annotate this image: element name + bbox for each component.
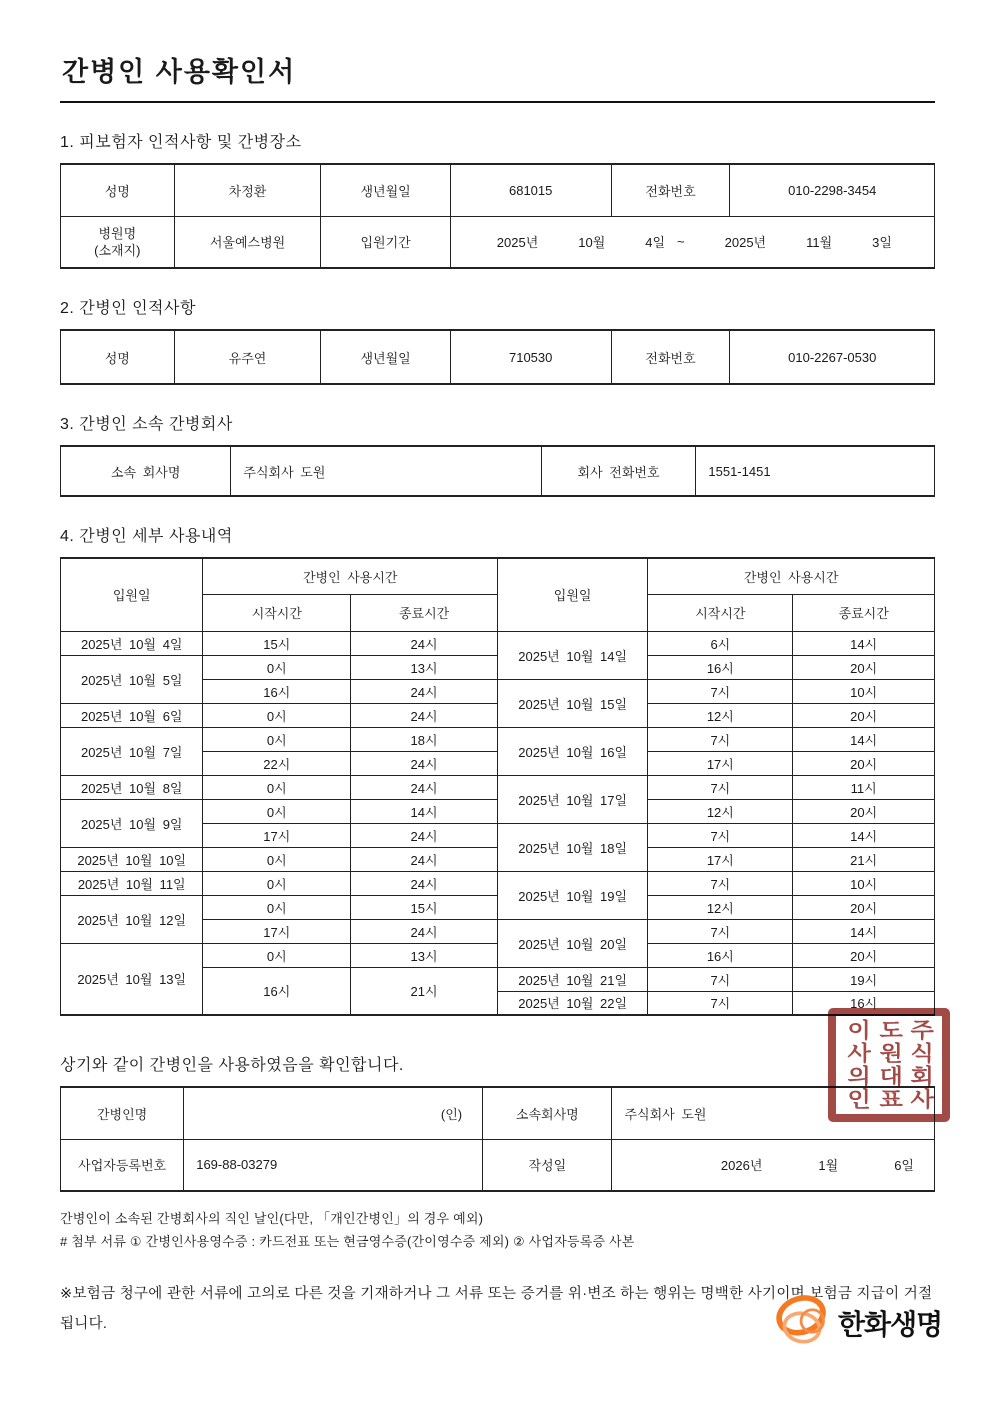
signer-company-label: 소속회사명 [483, 1087, 612, 1139]
usage-start-cell: 17시 [648, 847, 793, 871]
usage-end-cell: 14시 [793, 919, 935, 943]
bizreg-value: 169-88-03279 [184, 1139, 483, 1191]
admission-period-label: 입원기간 [321, 216, 450, 268]
table-row [61, 1087, 935, 1139]
usage-end-cell: 15시 [351, 895, 498, 919]
usage-date-cell: 2025년 10월 10일 [61, 847, 203, 871]
usage-col-date-left: 입원일 [61, 558, 203, 631]
insured-name-value: 차정환 [174, 164, 321, 216]
caregiver-info-table [60, 329, 935, 385]
usage-start-cell: 7시 [648, 775, 793, 799]
usage-end-cell: 10시 [793, 871, 935, 895]
usage-end-cell: 24시 [351, 631, 498, 655]
usage-end-cell: 11시 [793, 775, 935, 799]
usage-date-cell: 2025년 10월 9일 [61, 799, 203, 847]
usage-row [61, 631, 935, 655]
usage-end-cell: 20시 [793, 799, 935, 823]
insured-info-table [60, 163, 935, 269]
usage-col-hours-right: 간병인 사용시간 [648, 558, 935, 594]
section1-heading: 1. 피보험자 인적사항 및 간병장소 [60, 134, 302, 151]
usage-start-cell: 17시 [203, 823, 351, 847]
usage-start-cell: 7시 [648, 679, 793, 703]
section3-heading: 3. 간병인 소속 간병회사 [60, 416, 233, 433]
usage-end-cell: 24시 [351, 871, 498, 895]
document-content [60, 0, 935, 1339]
usage-start-cell: 15시 [203, 631, 351, 655]
usage-date-cell: 2025년 10월 21일 [497, 967, 647, 991]
usage-start-cell: 12시 [648, 895, 793, 919]
usage-header-row [61, 558, 935, 594]
written-date-value: 2026년 1월 6일 [612, 1139, 935, 1191]
usage-start-cell: 0시 [203, 703, 351, 727]
bizreg-label: 사업자등록번호 [61, 1139, 184, 1191]
insured-phone-label: 전화번호 [611, 164, 730, 216]
usage-start-cell: 7시 [648, 991, 793, 1015]
usage-end-cell: 24시 [351, 823, 498, 847]
written-date-label: 작성일 [483, 1139, 612, 1191]
usage-start-cell: 16시 [203, 679, 351, 703]
usage-start-cell: 0시 [203, 943, 351, 967]
usage-end-cell: 20시 [793, 895, 935, 919]
usage-start-cell: 7시 [648, 871, 793, 895]
caregiver-phone-label: 전화번호 [611, 330, 730, 384]
usage-end-cell: 13시 [351, 943, 498, 967]
usage-end-cell: 20시 [793, 943, 935, 967]
usage-start-cell: 16시 [203, 967, 351, 1015]
usage-col-end: 종료시간 [351, 594, 498, 631]
usage-date-cell: 2025년 10월 15일 [497, 679, 647, 727]
company-phone-value: 1551-1451 [696, 446, 935, 496]
usage-date-cell: 2025년 10월 6일 [61, 703, 203, 727]
usage-end-cell: 14시 [793, 631, 935, 655]
page-title: 간병인 사용확인서 [62, 57, 297, 87]
usage-col-start: 시작시간 [648, 594, 793, 631]
usage-start-cell: 16시 [648, 655, 793, 679]
usage-end-cell: 14시 [793, 823, 935, 847]
caregiver-name-value: 유주연 [174, 330, 321, 384]
table-row [61, 446, 935, 496]
usage-end-cell: 24시 [351, 847, 498, 871]
usage-date-cell: 2025년 10월 7일 [61, 727, 203, 775]
seal-mark-label: (인) [440, 1106, 463, 1122]
signer-name-label: 간병인명 [61, 1087, 184, 1139]
usage-start-cell: 12시 [648, 799, 793, 823]
caregiver-birth-label: 생년월일 [321, 330, 450, 384]
usage-start-cell: 0시 [203, 727, 351, 751]
usage-col-start: 시작시간 [203, 594, 351, 631]
usage-end-cell: 20시 [793, 703, 935, 727]
caregiver-name-label: 성명 [61, 330, 175, 384]
usage-start-cell: 0시 [203, 895, 351, 919]
usage-start-cell: 12시 [648, 703, 793, 727]
company-name-label: 소속 회사명 [61, 446, 231, 496]
usage-start-cell: 16시 [648, 943, 793, 967]
signer-company-value: 주식회사 도원 [612, 1087, 935, 1139]
usage-col-hours-left: 간병인 사용시간 [203, 558, 498, 594]
table-row [61, 330, 935, 384]
usage-end-cell: 10시 [793, 679, 935, 703]
fraud-warning: ※보험금 청구에 관한 서류에 고의로 다른 것을 기재하거나 그 서류 또는 증거를 위·변조 하는 행위는 명백한 사기이며 보험금 지급이 거절됩니다. [60, 1286, 933, 1332]
usage-end-cell: 24시 [351, 703, 498, 727]
usage-detail-table [60, 557, 935, 1016]
usage-col-end: 종료시간 [793, 594, 935, 631]
footnotes [60, 1207, 935, 1253]
usage-start-cell: 6시 [648, 631, 793, 655]
usage-end-cell: 14시 [351, 799, 498, 823]
hospital-name-label: 병원명 (소재지) [61, 216, 175, 268]
table-row [61, 216, 935, 268]
company-name-value: 주식회사 도원 [231, 446, 541, 496]
usage-end-cell: 21시 [351, 967, 498, 1015]
section4-heading: 4. 간병인 세부 사용내역 [60, 528, 233, 545]
brand-name: 한화생명 [838, 1308, 943, 1340]
signer-name-value [184, 1087, 483, 1139]
usage-date-cell: 2025년 10월 5일 [61, 655, 203, 703]
usage-end-cell: 13시 [351, 655, 498, 679]
usage-date-cell: 2025년 10월 14일 [497, 631, 647, 679]
usage-date-cell: 2025년 10월 20일 [497, 919, 647, 967]
usage-start-cell: 7시 [648, 727, 793, 751]
insured-birth-label: 생년월일 [321, 164, 450, 216]
usage-end-cell: 21시 [793, 847, 935, 871]
caregiver-phone-value: 010-2267-0530 [730, 330, 935, 384]
usage-start-cell: 0시 [203, 799, 351, 823]
usage-start-cell: 7시 [648, 919, 793, 943]
usage-end-cell: 18시 [351, 727, 498, 751]
usage-start-cell: 7시 [648, 967, 793, 991]
usage-row [61, 775, 935, 799]
hanwha-tricircle-icon [774, 1292, 830, 1353]
usage-end-cell: 24시 [351, 751, 498, 775]
usage-date-cell: 2025년 10월 8일 [61, 775, 203, 799]
admission-period-value: 2025년 10월 4일 ~ 2025년 11월 3일 [450, 216, 934, 268]
usage-row [61, 727, 935, 751]
insured-birth-value: 681015 [450, 164, 611, 216]
usage-date-cell: 2025년 10월 17일 [497, 775, 647, 823]
company-seal-stamp: 주식회사 도원대표 이사의인 [828, 1008, 950, 1122]
usage-col-date-right: 입원일 [497, 558, 647, 631]
hospital-name-value: 서울예스병원 [174, 216, 321, 268]
insured-phone-value: 010-2298-3454 [730, 164, 935, 216]
usage-start-cell: 22시 [203, 751, 351, 775]
usage-start-cell: 0시 [203, 655, 351, 679]
usage-start-cell: 0시 [203, 847, 351, 871]
insured-name-label: 성명 [61, 164, 175, 216]
footnote-line2: # 첨부 서류 ① 간병인사용영수증 : 카드전표 또는 현금영수증(간이영수증 제외) ② 사업자등록증 사본 [60, 1234, 635, 1249]
section2-heading: 2. 간병인 인적사항 [60, 300, 196, 317]
usage-date-cell: 2025년 10월 19일 [497, 871, 647, 919]
usage-date-cell: 2025년 10월 18일 [497, 823, 647, 871]
usage-date-cell: 2025년 10월 12일 [61, 895, 203, 943]
usage-end-cell: 24시 [351, 775, 498, 799]
company-phone-label: 회사 전화번호 [541, 446, 696, 496]
usage-end-cell: 20시 [793, 751, 935, 775]
usage-start-cell: 0시 [203, 871, 351, 895]
usage-date-cell: 2025년 10월 16일 [497, 727, 647, 775]
footnote-line1: 간병인이 소속된 간병회사의 직인 날인(다만, 「개인간병인」의 경우 예외) [60, 1211, 484, 1226]
usage-start-cell: 17시 [203, 919, 351, 943]
usage-end-cell: 20시 [793, 655, 935, 679]
usage-start-cell: 7시 [648, 823, 793, 847]
usage-date-cell: 2025년 10월 11일 [61, 871, 203, 895]
usage-end-cell: 19시 [793, 967, 935, 991]
usage-date-cell: 2025년 10월 22일 [497, 991, 647, 1015]
usage-end-cell: 24시 [351, 919, 498, 943]
title-divider [60, 101, 935, 103]
hanwha-life-logo [774, 1292, 942, 1353]
confirmation-statement: 상기와 같이 간병인을 사용하였음을 확인합니다. [60, 1057, 404, 1074]
usage-date-cell: 2025년 10월 13일 [61, 943, 203, 1015]
usage-start-cell: 0시 [203, 775, 351, 799]
signature-table [60, 1086, 935, 1192]
caregiver-birth-value: 710530 [450, 330, 611, 384]
usage-start-cell: 17시 [648, 751, 793, 775]
usage-end-cell: 24시 [351, 679, 498, 703]
usage-end-cell: 16시 [793, 991, 935, 1015]
usage-row [61, 871, 935, 895]
care-company-table [60, 445, 935, 497]
usage-end-cell: 14시 [793, 727, 935, 751]
table-row [61, 1139, 935, 1191]
table-row [61, 164, 935, 216]
usage-date-cell: 2025년 10월 4일 [61, 631, 203, 655]
